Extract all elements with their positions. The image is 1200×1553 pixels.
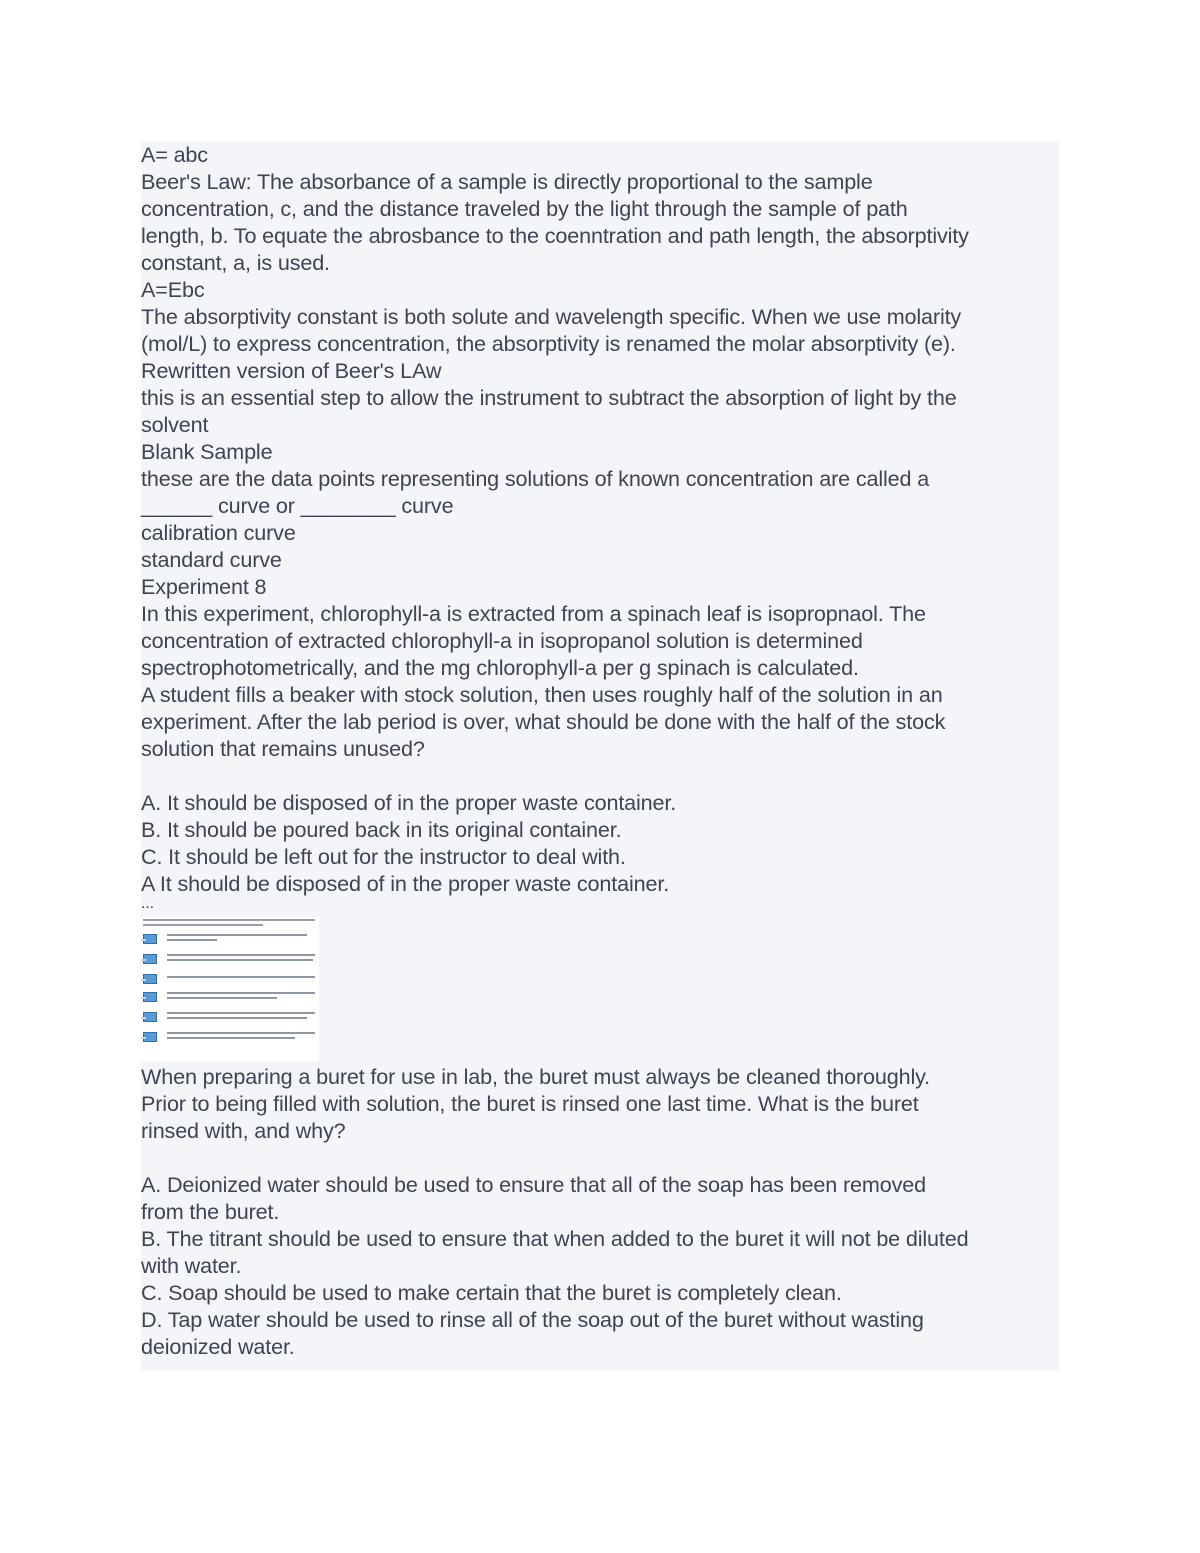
answer-option: D. Tap water should be used to rinse all of the soap out of the buret without wasting <box>141 1307 924 1332</box>
text-line: spectrophotometrically, and the mg chlorophyll-a per g spinach is calculated. <box>141 655 859 680</box>
answer-option: C. Soap should be used to make certain that the buret is completely clean. <box>141 1280 842 1305</box>
text-line: calibration curve <box>141 520 296 545</box>
blank-line <box>141 762 1059 789</box>
text-line: Prior to being filled with solution, the buret is rinsed one last time. What is the buret <box>141 1091 919 1116</box>
text-line: A student fills a beaker with stock solution, then uses roughly half of the solution in an <box>141 682 943 707</box>
answer-line: A It should be disposed of in the proper waste container. <box>141 871 670 896</box>
document-content-block <box>141 141 1059 1370</box>
text-line: solution that remains unused? <box>141 736 425 761</box>
text-line: In this experiment, chlorophyll-a is extracted from a spinach leaf is isopropnaol. The <box>141 601 926 626</box>
text-line: concentration of extracted chlorophyll-a in isopropanol solution is determined <box>141 628 863 653</box>
answer-option: from the buret. <box>141 1199 280 1224</box>
answer-options-1 <box>141 789 1059 897</box>
text-line: concentration, c, and the distance traveled by the light through the sample of path <box>141 196 908 221</box>
answer-option: deionized water. <box>141 1334 295 1359</box>
document-text <box>141 141 1059 1360</box>
text-line: Rewritten version of Beer's LAw <box>141 358 442 383</box>
text-line: (mol/L) to express concentration, the absorptivity is renamed the molar absorptivity (e). <box>141 331 956 356</box>
text-line: Experiment 8 <box>141 574 267 599</box>
text-line: this is an essential step to allow the instrument to subtract the absorption of light by the <box>141 385 957 410</box>
text-line: these are the data points representing solutions of known concentration are called a <box>141 466 930 491</box>
text-line: When preparing a buret for use in lab, the buret must always be cleaned thoroughly. <box>141 1064 930 1089</box>
answer-option: A. Deionized water should be used to ensure that all of the soap has been removed <box>141 1172 926 1197</box>
text-line: rinsed with, and why? <box>141 1118 346 1143</box>
intro-section <box>141 141 1059 762</box>
text-line: standard curve <box>141 547 282 572</box>
ellipsis: ... <box>141 895 154 912</box>
text-line: solvent <box>141 412 209 437</box>
answer-option: with water. <box>141 1253 242 1278</box>
text-line: A=Ebc <box>141 277 205 302</box>
answer-option: C. It should be left out for the instructor to deal with. <box>141 844 626 869</box>
answer-option: B. The titrant should be used to ensure that when added to the buret it will not be diluted <box>141 1226 969 1251</box>
answer-options-2 <box>141 1171 1059 1360</box>
text-line: ______ curve or ________ curve <box>141 493 454 518</box>
text-line: Blank Sample <box>141 439 273 464</box>
text-line: constant, a, is used. <box>141 250 330 275</box>
text-line: experiment. After the lab period is over, what should be done with the half of the stock <box>141 709 946 734</box>
answer-option: B. It should be poured back in its original container. <box>141 817 622 842</box>
blank-line <box>141 1144 1059 1171</box>
text-line: length, b. To equate the abrosbance to the coenntration and path length, the absorptivity <box>141 223 969 248</box>
text-line: A= abc <box>141 142 208 167</box>
embedded-checklist-image <box>141 917 319 1061</box>
text-line: The absorptivity constant is both solute and wavelength specific. When we use molarity <box>141 304 962 329</box>
answer-option: A. It should be disposed of in the proper waste container. <box>141 790 677 815</box>
text-line: Beer's Law: The absorbance of a sample is directly proportional to the sample <box>141 169 873 194</box>
question-2 <box>141 1063 1059 1144</box>
